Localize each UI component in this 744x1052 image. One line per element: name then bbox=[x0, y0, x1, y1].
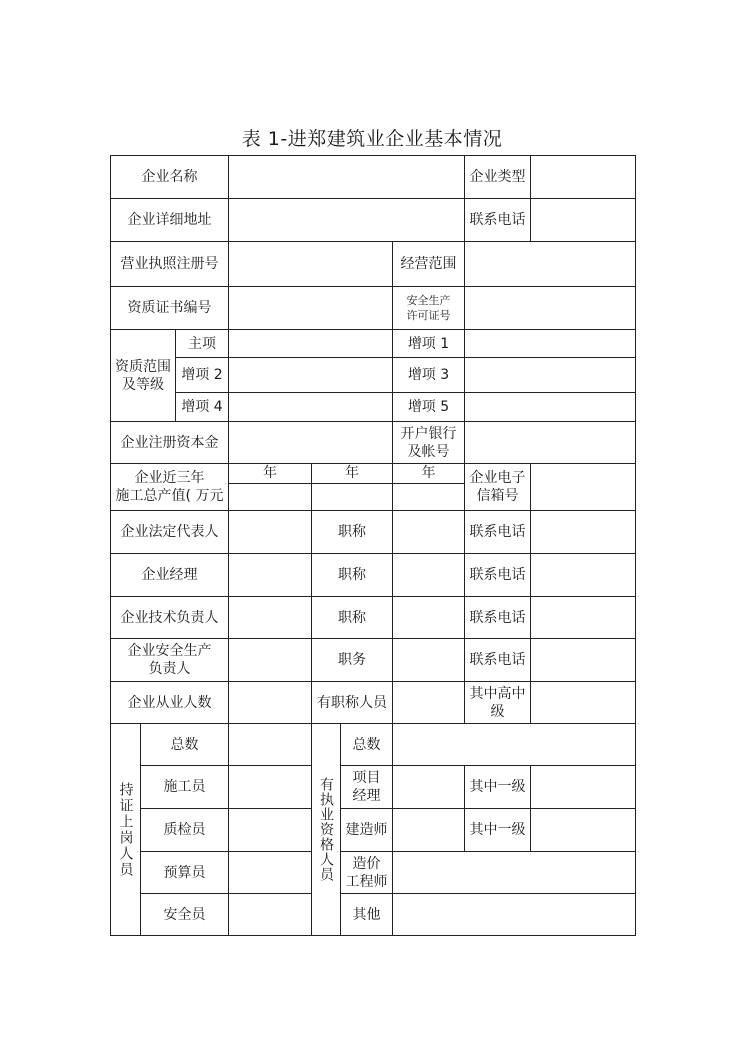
label-manager-title: 职称 bbox=[338, 567, 366, 583]
label-manager-phone: 联系电话 bbox=[469, 567, 526, 583]
label-senior-line2: 级 bbox=[490, 703, 505, 720]
label-quality-inspector: 质检员 bbox=[163, 822, 206, 838]
label-legal-rep: 企业法定代表人 bbox=[120, 524, 219, 540]
label-safety-license-line1: 安全生产 bbox=[406, 294, 451, 307]
label-phone: 联系电话 bbox=[469, 212, 526, 228]
label-qualification-cert-no: 资质证书编号 bbox=[127, 300, 212, 316]
label-constructor: 建造师 bbox=[345, 822, 388, 838]
label-add-item-4: 增项 4 bbox=[181, 399, 223, 415]
label-output-line2: 施工总产值( 万元 bbox=[115, 488, 224, 504]
field-project-manager[interactable] bbox=[393, 766, 464, 808]
field-manager-title[interactable] bbox=[393, 554, 464, 596]
field-add-item-4[interactable] bbox=[229, 393, 392, 421]
label-construction-worker: 施工员 bbox=[163, 779, 206, 795]
field-qualification-cert-no[interactable] bbox=[229, 287, 392, 329]
label-add-item-1: 增项 1 bbox=[407, 335, 450, 352]
label-company-type: 企业类型 bbox=[469, 169, 526, 185]
label-certified-total: 总数 bbox=[170, 736, 199, 753]
label-safety-head bbox=[111, 639, 228, 681]
field-senior-staff[interactable] bbox=[531, 682, 635, 723]
field-main-item[interactable] bbox=[229, 330, 392, 357]
field-safety-license[interactable] bbox=[465, 287, 635, 329]
label-safety-head-position: 职务 bbox=[338, 652, 366, 668]
label-legal-rep-phone: 联系电话 bbox=[469, 524, 526, 540]
label-registered-capital: 企业注册资本金 bbox=[120, 434, 219, 451]
label-qualification-scope-line2: 及等级 bbox=[122, 376, 164, 393]
field-add-item-3[interactable] bbox=[465, 358, 635, 392]
label-email-line2: 信箱号 bbox=[476, 488, 519, 504]
field-staff-count[interactable] bbox=[229, 682, 311, 723]
label-tech-head-phone: 联系电话 bbox=[469, 609, 526, 626]
field-detail-address[interactable] bbox=[229, 199, 464, 241]
label-safety-officer: 安全员 bbox=[163, 906, 206, 923]
label-cost-engineer-line2: 工程师 bbox=[345, 873, 388, 890]
label-add-item-2: 增项 2 bbox=[181, 367, 223, 383]
label-add-item-3: 增项 3 bbox=[407, 367, 450, 383]
field-titled-staff[interactable] bbox=[393, 682, 464, 723]
field-tech-head-phone[interactable] bbox=[531, 597, 635, 638]
label-project-manager-line2: 经理 bbox=[352, 788, 381, 804]
label-project-manager-line1: 项目 bbox=[352, 770, 381, 786]
label-year-3: 年 bbox=[421, 465, 436, 481]
field-license-no[interactable] bbox=[229, 242, 392, 286]
field-manager[interactable] bbox=[229, 554, 311, 596]
field-safety-head-position[interactable] bbox=[393, 639, 464, 681]
field-phone[interactable] bbox=[531, 199, 635, 241]
label-titled-staff: 有职称人员 bbox=[317, 694, 387, 711]
label-safety-head-line2: 负责人 bbox=[148, 661, 191, 677]
field-legal-rep-phone[interactable] bbox=[531, 511, 635, 553]
label-licensed-staff bbox=[312, 724, 340, 935]
field-certified-total[interactable] bbox=[229, 724, 311, 765]
label-licensed-staff-vertical: 有执业资格人员 bbox=[318, 777, 334, 882]
field-project-manager-first-class[interactable] bbox=[531, 766, 635, 808]
field-tech-head[interactable] bbox=[229, 597, 311, 638]
field-constructor-first-class[interactable] bbox=[531, 809, 635, 851]
label-year-1: 年 bbox=[263, 465, 277, 481]
label-legal-rep-title: 职称 bbox=[338, 524, 366, 540]
field-licensed-total[interactable] bbox=[393, 724, 635, 765]
label-licensed-total: 总数 bbox=[352, 736, 381, 753]
label-safety-license-line2: 许可证号 bbox=[406, 309, 451, 322]
field-add-item-5[interactable] bbox=[465, 393, 635, 421]
field-output-year-2[interactable] bbox=[312, 484, 392, 510]
label-project-manager bbox=[341, 766, 392, 808]
label-detail-address: 企业详细地址 bbox=[127, 212, 212, 228]
label-cost-engineer bbox=[341, 852, 392, 893]
label-three-year-output bbox=[111, 464, 228, 510]
field-email[interactable] bbox=[531, 464, 635, 510]
label-bank-line1: 开户银行 bbox=[400, 425, 457, 442]
field-other[interactable] bbox=[393, 894, 635, 935]
field-bank-account[interactable] bbox=[465, 422, 635, 463]
label-bank-account bbox=[393, 422, 464, 463]
label-other: 其他 bbox=[352, 906, 381, 923]
field-budgeter[interactable] bbox=[229, 852, 311, 893]
field-safety-officer[interactable] bbox=[229, 894, 311, 935]
field-tech-head-title[interactable] bbox=[393, 597, 464, 638]
label-email-line1: 企业电子 bbox=[469, 470, 526, 486]
field-registered-capital[interactable] bbox=[229, 422, 392, 463]
label-tech-head: 企业技术负责人 bbox=[120, 609, 219, 626]
label-certified-staff bbox=[111, 724, 140, 935]
label-tech-head-title: 职称 bbox=[338, 609, 366, 626]
label-company-name: 企业名称 bbox=[141, 169, 198, 185]
field-business-scope[interactable] bbox=[465, 242, 635, 286]
label-constructor-first-class: 其中一级 bbox=[469, 822, 526, 838]
label-manager: 企业经理 bbox=[141, 567, 198, 583]
label-budgeter: 预算员 bbox=[163, 864, 206, 881]
field-construction-worker[interactable] bbox=[229, 766, 311, 808]
label-add-item-5: 增项 5 bbox=[407, 399, 450, 415]
label-safety-license bbox=[393, 287, 464, 329]
label-project-manager-first-class: 其中一级 bbox=[469, 779, 526, 795]
label-senior-line1: 其中高中 bbox=[469, 685, 526, 702]
field-cost-engineer[interactable] bbox=[393, 852, 635, 893]
label-qualification-scope bbox=[111, 330, 175, 421]
label-safety-head-line1: 企业安全生产 bbox=[127, 643, 212, 659]
label-senior-staff bbox=[465, 682, 530, 723]
field-constructor[interactable] bbox=[393, 809, 464, 851]
label-certified-staff-vertical: 持证上岗人员 bbox=[117, 781, 134, 878]
label-business-scope: 经营范围 bbox=[400, 256, 457, 272]
field-safety-head[interactable] bbox=[229, 639, 311, 681]
label-year-2: 年 bbox=[345, 465, 359, 481]
field-company-type[interactable] bbox=[531, 156, 635, 198]
label-safety-head-phone: 联系电话 bbox=[469, 652, 526, 668]
field-quality-inspector[interactable] bbox=[229, 809, 311, 851]
page-title: 表 1-进郑建筑业企业基本情况 bbox=[241, 128, 503, 150]
label-cost-engineer-line1: 造价 bbox=[352, 855, 381, 872]
field-add-item-2[interactable] bbox=[229, 358, 392, 392]
label-email bbox=[465, 464, 530, 510]
field-legal-rep[interactable] bbox=[229, 511, 311, 553]
label-output-line1: 企业近三年 bbox=[134, 470, 205, 486]
label-staff-count: 企业从业人数 bbox=[127, 694, 212, 711]
field-manager-phone[interactable] bbox=[531, 554, 635, 596]
field-company-name[interactable] bbox=[229, 156, 464, 198]
field-add-item-1[interactable] bbox=[465, 330, 635, 357]
label-license-no: 营业执照注册号 bbox=[120, 256, 219, 272]
field-legal-rep-title[interactable] bbox=[393, 511, 464, 553]
field-output-year-1[interactable] bbox=[229, 484, 311, 510]
field-output-year-3[interactable] bbox=[393, 484, 464, 510]
label-qualification-scope-line1: 资质范围 bbox=[115, 358, 171, 375]
label-bank-line2: 及帐号 bbox=[407, 443, 450, 460]
field-safety-head-phone[interactable] bbox=[531, 639, 635, 681]
label-main-item: 主项 bbox=[188, 335, 216, 352]
